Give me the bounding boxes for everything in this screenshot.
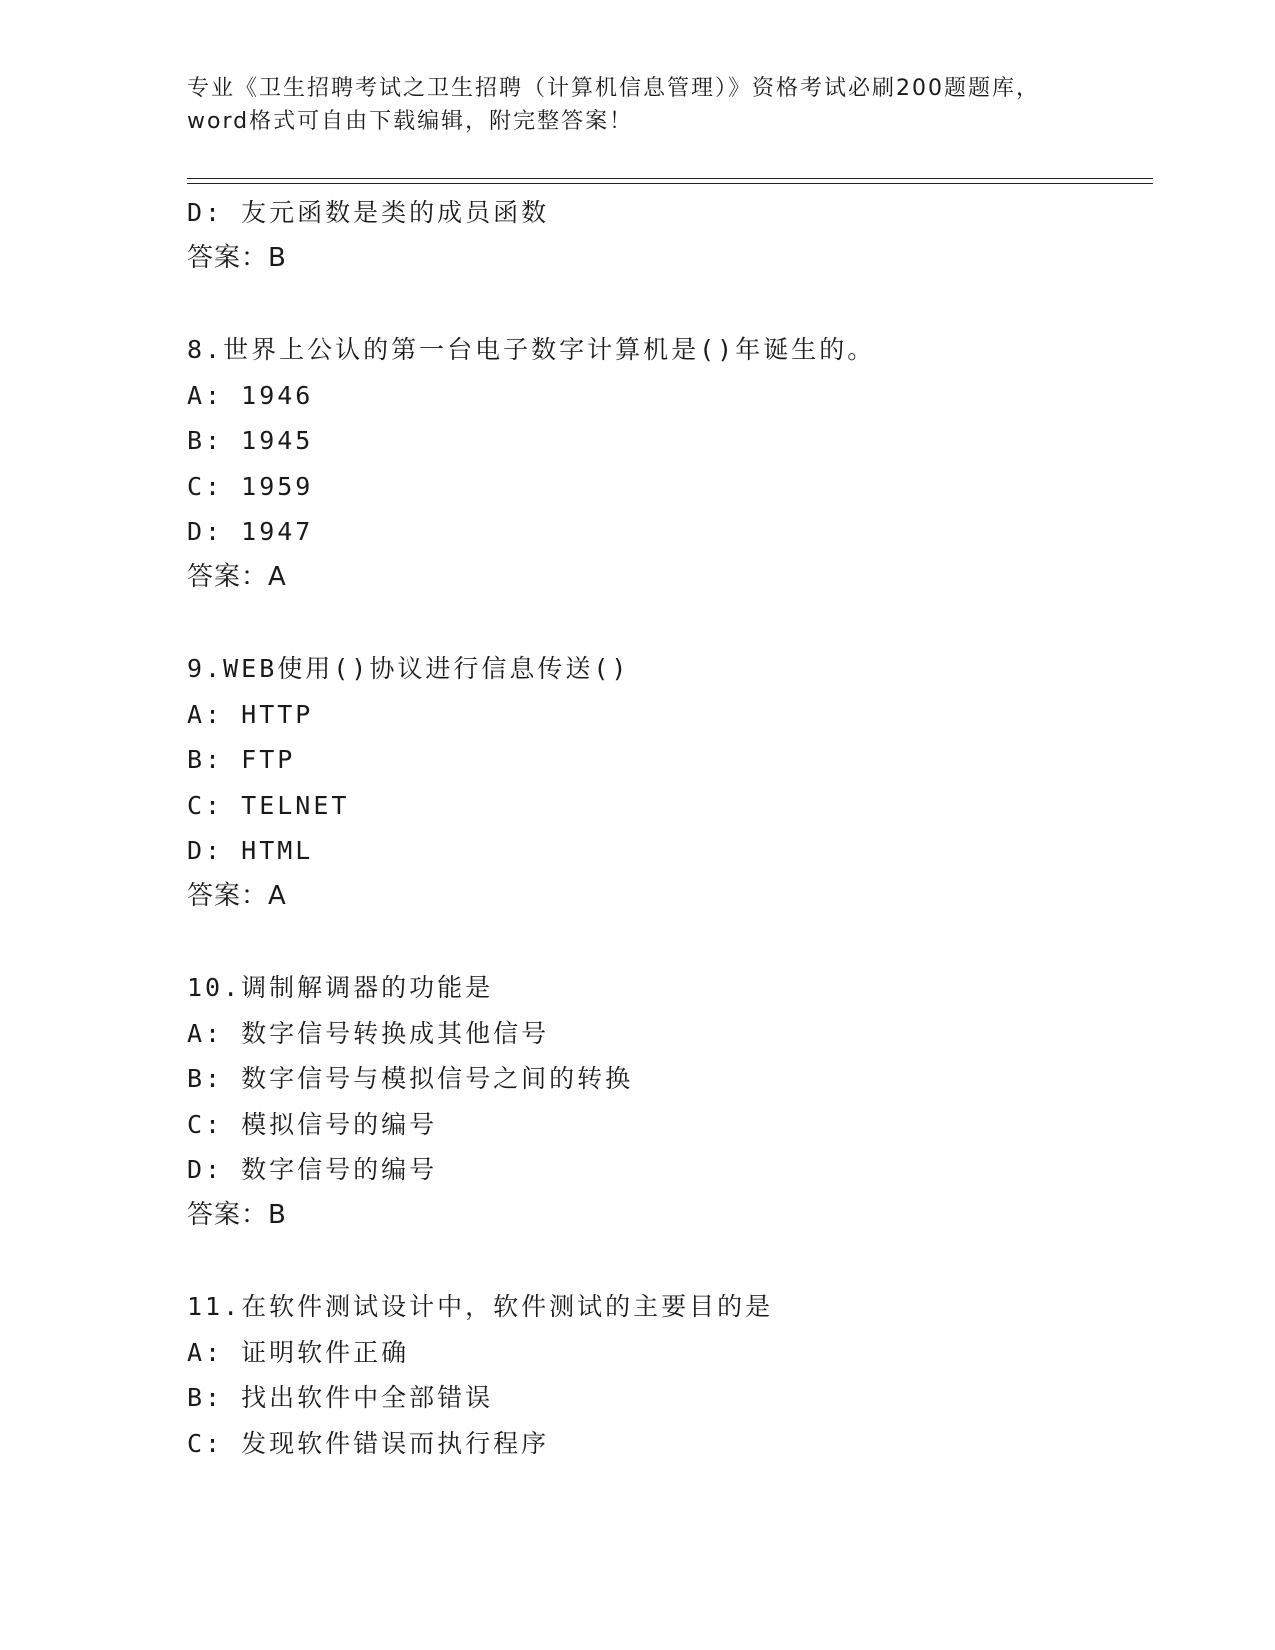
option-line: A: 数字信号转换成其他信号 — [187, 1018, 550, 1048]
option-line: D: 1947 — [187, 517, 314, 546]
option-line: B: 数字信号与模拟信号之间的转换 — [187, 1064, 634, 1093]
answer-line: 答案：A — [187, 880, 287, 911]
option-line: C: 1959 — [187, 471, 314, 501]
question-stem: 9.WEB使用()协议进行信息传送() — [187, 654, 630, 683]
spacer — [187, 919, 1147, 965]
answer-line: 答案：B — [187, 1199, 287, 1230]
spacer — [187, 1238, 1147, 1284]
answer-line: 答案：A — [187, 561, 287, 592]
question-content — [187, 190, 1147, 1466]
option-line: A: 1946 — [187, 380, 314, 410]
header-title-line-2: word格式可自由下载编辑，附完整答案！ — [187, 109, 634, 134]
question-block — [187, 190, 1147, 281]
option-line: A: 证明软件正确 — [187, 1337, 410, 1367]
answer-line: 答案：B — [187, 242, 287, 273]
document-header — [187, 72, 1087, 138]
option-line: C: 模拟信号的编号 — [187, 1109, 438, 1139]
option-line: B: FTP — [187, 745, 296, 774]
header-divider-bottom — [187, 183, 1153, 184]
question-block — [187, 327, 1147, 600]
question-block — [187, 646, 1147, 919]
option-line: B: 找出软件中全部错误 — [187, 1383, 494, 1412]
header-divider-top — [187, 178, 1153, 179]
option-line: C: TELNET — [187, 790, 350, 820]
spacer — [187, 281, 1147, 327]
option-line: B: 1945 — [187, 426, 314, 455]
question-stem: 8.世界上公认的第一台电子数字计算机是()年诞生的。 — [187, 335, 876, 364]
question-stem: 10.调制解调器的功能是 — [187, 973, 494, 1002]
option-line: D: 友元函数是类的成员函数 — [187, 198, 550, 227]
option-line: C: 发现软件错误而执行程序 — [187, 1428, 550, 1458]
option-line: D: 数字信号的编号 — [187, 1155, 438, 1184]
option-line: D: HTML — [187, 836, 314, 865]
question-block — [187, 965, 1147, 1238]
question-block — [187, 1284, 1147, 1466]
option-line: A: HTTP — [187, 699, 314, 729]
header-title-line-1: 专业《卫生招聘考试之卫生招聘（计算机信息管理）》资格考试必刷200题题库， — [187, 76, 1040, 101]
question-stem: 11.在软件测试设计中，软件测试的主要目的是 — [187, 1292, 774, 1321]
spacer — [187, 600, 1147, 646]
